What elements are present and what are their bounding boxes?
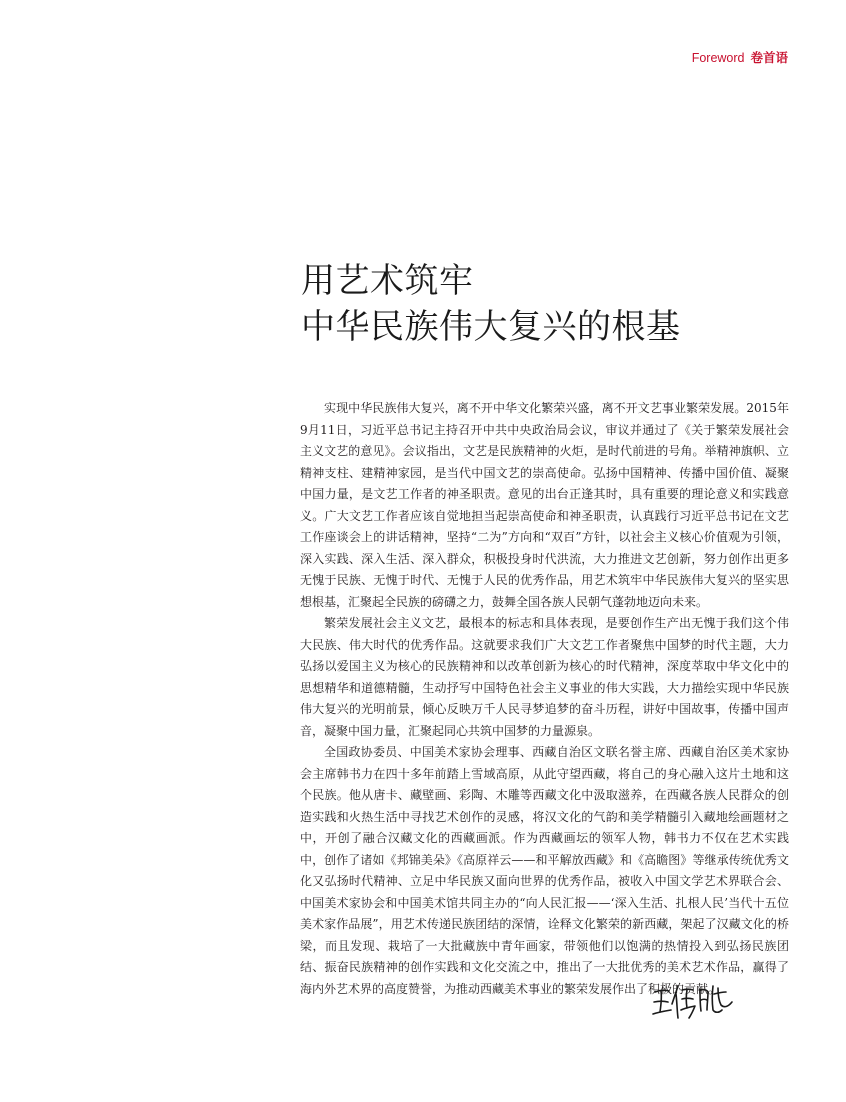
article-body — [300, 398, 789, 1000]
title-line-1: 用艺术筑牢 — [301, 261, 474, 301]
paragraph: 全国政协委员、中国美术家协会理事、西藏自治区文联名誉主席、西藏自治区美术家协会主席韩书力在四十多年前踏上雪域高原，从此守望西藏，将自己的身心融入这片土地和这个民族。他从唐卡、藏壁画、彩陶、木雕等西藏文化中汲取滋养，在西藏各族人民群众的创造实践和火热生活中寻找艺术创作的灵感，将汉文化的气韵和美学精髓引入藏地绘画题材之中，开创了融合汉藏文化的西藏画派。作为西藏画坛的领军人物，韩书力不仅在艺术实践中，创作了诸如《邦锦美朵》《高原祥云——和平解放西藏》和《高瞻图》等继承传统优秀文化又弘扬时代精神、立足中华民族又面向世界的优秀作品，被收入中国文学艺术界联合会、中国美术家协会和中国美术馆共同主办的“向人民汇报——‘深入生活、扎根人民’当代十五位美术家作品展”，用艺术传递民族团结的深情，诠释文化繁荣的新西藏，架起了汉藏文化的桥梁，而且发现、栽培了一大批藏族中青年画家，带领他们以饱满的热情投入到弘扬民族团结、振奋民族精神的创作实践和文化交流之中，推出了一大批优秀的美术艺术作品，赢得了海内外艺术界的高度赞誉，为推动西藏美术事业的繁荣发展作出了积极的贡献。 — [300, 745, 789, 996]
paragraph: 繁荣发展社会主义文艺，最根本的标志和具体表现，是要创作生产出无愧于我们这个伟大民族、伟大时代的优秀作品。这就要求我们广大文艺工作者聚焦中国梦的时代主题，大力弘扬以爱国主义为核心的民族精神和以改革创新为核心的时代精神，深度萃取中华文化中的思想精华和道德精髓，生动抒写中国特色社会主义事业的伟大实践，大力描绘实现中华民族伟大复兴的光明前景，倾心反映万千人民寻梦追梦的奋斗历程，讲好中国故事，传播中国声音，凝聚中国力量，汇聚起同心共筑中国梦的力量源泉。 — [300, 616, 789, 738]
title-line-2: 中华民族伟大复兴的根基 — [301, 307, 681, 347]
page-title — [301, 258, 681, 350]
section-label-zh: 卷首语 — [750, 51, 788, 65]
paragraph: 实现中华民族伟大复兴，离不开中华文化繁荣兴盛，离不开文艺事业繁荣发展。2015年9月11日，习近平总书记主持召开中共中央政治局会议，审议并通过了《关于繁荣发展社会主义文艺的意见》。会议指出，文艺是民族精神的火炬，是时代前进的号角。举精神旗帜、立精神支柱、建精神家园，是当代中国文艺的崇高使命。弘扬中国精神、传播中国价值、凝聚中国力量，是文艺工作者的神圣职责。意见的出台正逢其时，具有重要的理论意义和实践意义。广大文艺工作者应该自觉地担当起崇高使命和神圣职责，认真践行习近平总书记在文艺工作座谈会上的讲话精神，坚持“二为”方向和“双百”方针，以社会主义核心价值观为引领，深入实践、深入生活、深入群众，积极投身时代洪流，大力推进文艺创新，努力创作出更多无愧于民族、无愧于时代、无愧于人民的优秀作品，用艺术筑牢中华民族伟大复兴的坚实思想根基，汇聚起全民族的磅礴之力，鼓舞全国各族人民朝气蓬勃地迈向未来。 — [300, 401, 789, 609]
section-label-en: Foreword — [691, 51, 745, 65]
handwritten-signature — [652, 980, 734, 1022]
section-header — [692, 50, 788, 66]
